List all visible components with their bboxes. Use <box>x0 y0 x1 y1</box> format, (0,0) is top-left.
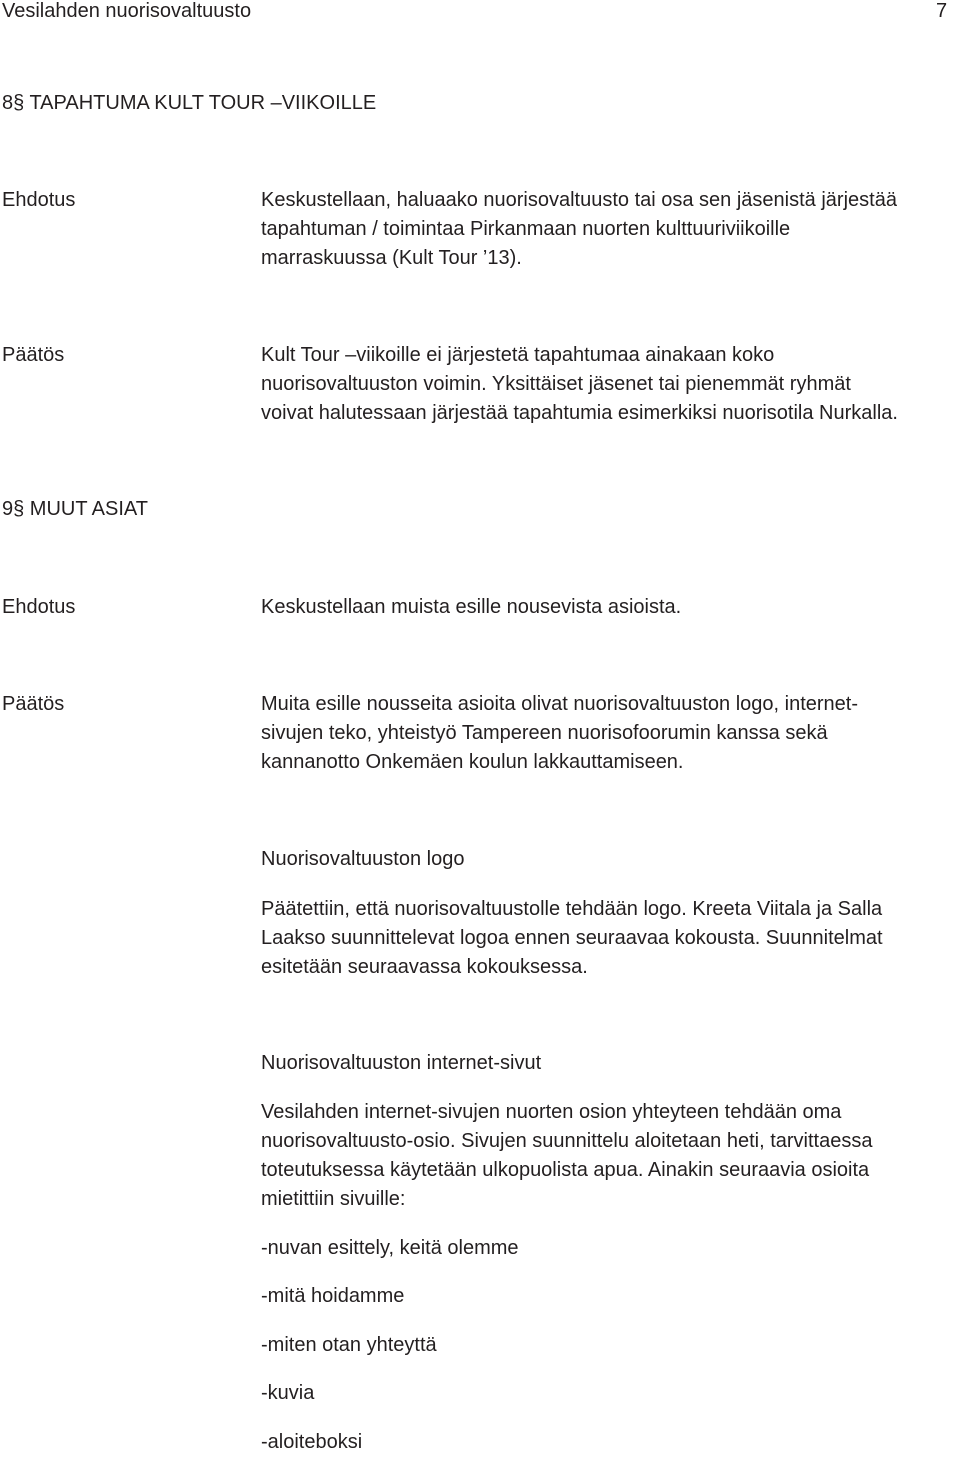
section-9-heading: 9§ MUUT ASIAT <box>2 498 148 520</box>
section-9-ehdotus-label: Ehdotus <box>2 596 76 618</box>
section-9-paatos-text: Muita esille nousseita asioita olivat nuorisovaltuuston logo, internet- sivujen teko, yhteistyö Tampereen nuorisofoorumin kanssa sekä kannanotto Onkemäen koulun lakkauttamiseen. <box>261 693 859 773</box>
section-8-ehdotus-label: Ehdotus <box>2 189 76 211</box>
list-item: -mitä hoidamme <box>261 1285 405 1307</box>
list-item: -nuvan esittely, keitä olemme <box>261 1237 519 1259</box>
web-text: Vesilahden internet-sivujen nuorten osion yhteyteen tehdään oma nuorisovaltuusto-osio. Sivujen suunnittelu aloitetaan heti, tarvittaessa toteutuksessa käytetään ulkopuolista apua. Ainakin seuraavia osioita mietittiin sivuille: <box>261 1101 873 1210</box>
section-8-heading: 8§ TAPAHTUMA KULT TOUR –VIIKOILLE <box>2 92 377 114</box>
section-8-paatos-label: Päätös <box>2 344 65 366</box>
section-8-paatos-text: Kult Tour –viikoille ei järjestetä tapahtumaa ainakaan koko nuorisovaltuuston voimin. Yksittäiset jäsenet tai pienemmät ryhmät voivat halutessaan järjestää tapahtumia esimerkiksi nuorisotila Nurkalla. <box>261 344 898 424</box>
section-9-paatos-label: Päätös <box>2 693 65 715</box>
document-title: Vesilahden nuorisovaltuusto <box>2 0 252 22</box>
list-item: -miten otan yhteyttä <box>261 1334 437 1356</box>
list-item: -aloiteboksi <box>261 1431 363 1453</box>
section-8-ehdotus-text: Keskustellaan, haluaako nuorisovaltuusto tai osa sen jäsenistä järjestää tapahtuman / toimintaa Pirkanmaan nuorten kulttuuriviikoille marraskuussa (Kult Tour ’13). <box>261 189 897 269</box>
web-subheading: Nuorisovaltuuston internet-sivut <box>261 1052 542 1074</box>
section-9-ehdotus-text: Keskustellaan muista esille nousevista asioista. <box>261 596 682 618</box>
logo-text: Päätettiin, että nuorisovaltuustolle tehdään logo. Kreeta Viitala ja Salla Laakso suunnittelevat logoa ennen seuraavaa kokousta. Suunnitelmat esitetään seuraavassa kokouksessa. <box>261 898 883 978</box>
page-number: 7 <box>936 0 948 22</box>
logo-subheading: Nuorisovaltuuston logo <box>261 848 465 870</box>
list-item: -kuvia <box>261 1382 315 1404</box>
